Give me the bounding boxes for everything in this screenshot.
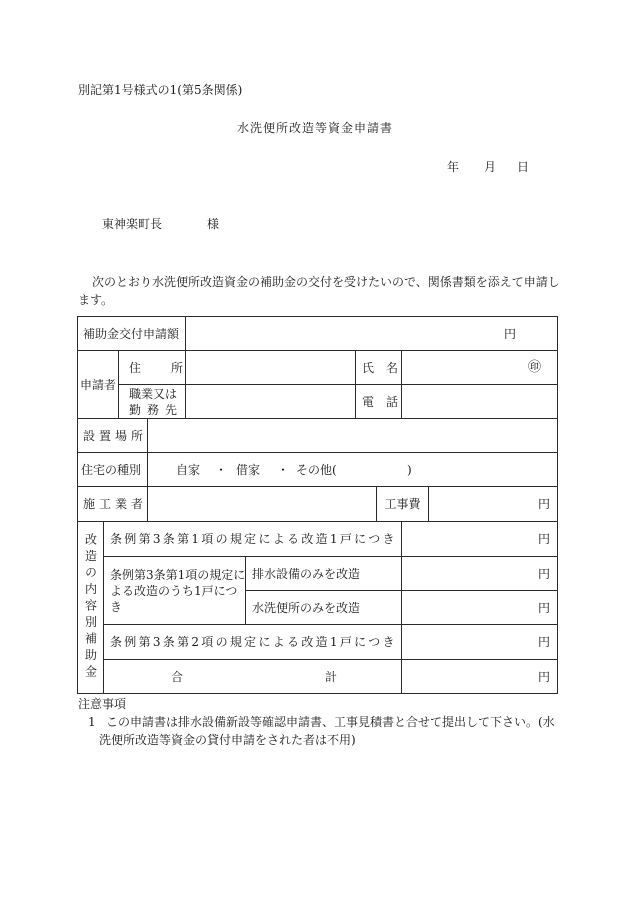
clause2-value-cell — [401, 624, 558, 660]
drain-only-value-cell — [401, 556, 558, 591]
note-1-line-1: この申請書は排水設備新設等確認申請書、工事見積書と合せて提出して下さい。(水 — [106, 715, 555, 729]
phone-value-cell — [401, 384, 558, 419]
toilet-only-cell — [245, 590, 402, 625]
housing-separator: ・ — [215, 462, 228, 477]
housing-option-other: その他( — [296, 462, 337, 477]
clause1-label: 条例第3条第1項の規定による改造1戸につき — [110, 532, 396, 546]
occupation-label — [129, 386, 177, 418]
notes-heading: 注意事項 — [78, 697, 127, 711]
total-label-right: 計 — [325, 669, 338, 684]
toilet-only-label: 水洗便所のみを改造 — [252, 600, 361, 615]
contractor-label-cell — [77, 486, 148, 522]
cost-value-cell — [428, 486, 558, 522]
applicant-label-cell — [77, 350, 119, 419]
drain-only-cell — [245, 556, 402, 591]
housing-option-rented: 借家 — [236, 462, 261, 477]
contractor-label: 施 工 業 者 — [83, 497, 143, 511]
per-unit-label-line-3: き — [110, 599, 123, 614]
clause1-label-cell — [103, 521, 402, 557]
contractor-value-cell — [147, 486, 377, 522]
applicant-label: 申請者 — [79, 377, 116, 392]
site-value-cell — [147, 418, 558, 453]
address-label: 住 所 — [129, 360, 183, 375]
address-label-cell — [118, 350, 186, 385]
seal-mark: ㊞ — [527, 360, 541, 375]
name-value-cell — [401, 350, 558, 385]
cost-label-cell — [376, 486, 429, 522]
per-unit-label-line-2: よる改造のうち1戸につ — [110, 583, 238, 598]
housing-option-owned: 自家 — [176, 462, 201, 477]
clause1-value-cell — [401, 521, 558, 557]
total-label-cell — [103, 659, 402, 694]
addressee-honorific: 様 — [207, 217, 220, 231]
drain-only-unit: 円 — [537, 566, 550, 581]
form-reference: 別記第1号様式の1(第5条関係) — [78, 83, 243, 97]
drain-only-label: 排水設備のみを改造 — [252, 566, 361, 581]
intro-line-1: 次のとおり水洗便所改造資金の補助金の交付を受けたいので、関係書類を添えて申請し — [92, 275, 560, 289]
per-unit-label-line-1: 条例第3条第1項の規定に — [110, 567, 246, 582]
phone-label: 電 話 — [362, 394, 399, 409]
housing-label: 住宅の種別 — [81, 462, 142, 477]
phone-label-cell — [355, 384, 402, 419]
addressee-name: 東神楽町長 — [102, 217, 163, 231]
clause1-unit: 円 — [537, 532, 550, 546]
per-unit-label-cell — [103, 556, 246, 625]
housing-option-other-close: ) — [407, 462, 412, 477]
total-label-left: 合 — [171, 669, 184, 684]
clause2-unit: 円 — [537, 635, 550, 649]
breakdown-label-cell — [77, 521, 104, 694]
date-year: 年 — [447, 160, 460, 174]
toilet-only-unit: 円 — [537, 600, 550, 615]
site-label: 設 置 場 所 — [83, 428, 143, 443]
note-1-line-2: 洗便所改造等資金の貸付申請をされた者は不用) — [99, 733, 356, 747]
housing-label-cell — [77, 452, 148, 487]
toilet-only-value-cell — [401, 590, 558, 625]
occupation-label-cell — [118, 384, 186, 419]
note-1-number: 1 — [88, 715, 96, 729]
site-label-cell — [77, 418, 148, 453]
total-unit: 円 — [537, 669, 550, 684]
date-month: 月 — [484, 160, 497, 174]
amount-value-cell — [185, 316, 558, 351]
per-unit-label — [110, 567, 245, 615]
form-title: 水洗便所改造等資金申請書 — [236, 121, 393, 135]
cost-unit: 円 — [537, 497, 550, 511]
breakdown-label: 改造の内容別補助金 — [83, 533, 98, 682]
amount-label-cell — [77, 316, 186, 351]
cost-label: 工事費 — [384, 497, 421, 511]
name-label: 氏 名 — [362, 360, 399, 375]
housing-separator: ・ — [277, 462, 290, 477]
occupation-label-line-2: 勤 務 先 — [129, 402, 177, 417]
name-label-cell — [355, 350, 402, 385]
amount-unit: 円 — [503, 326, 516, 341]
housing-value-cell — [147, 452, 558, 487]
occupation-value-cell — [185, 384, 356, 419]
clause2-label: 条例第3条第2項の規定による改造1戸につき — [110, 635, 396, 649]
date-day: 日 — [517, 160, 530, 174]
intro-line-2: ます。 — [78, 293, 114, 307]
clause2-label-cell — [103, 624, 402, 660]
total-value-cell — [401, 659, 558, 694]
amount-label: 補助金交付申請額 — [83, 326, 180, 341]
address-value-cell — [185, 350, 356, 385]
occupation-label-line-1: 職業又は — [129, 386, 178, 401]
